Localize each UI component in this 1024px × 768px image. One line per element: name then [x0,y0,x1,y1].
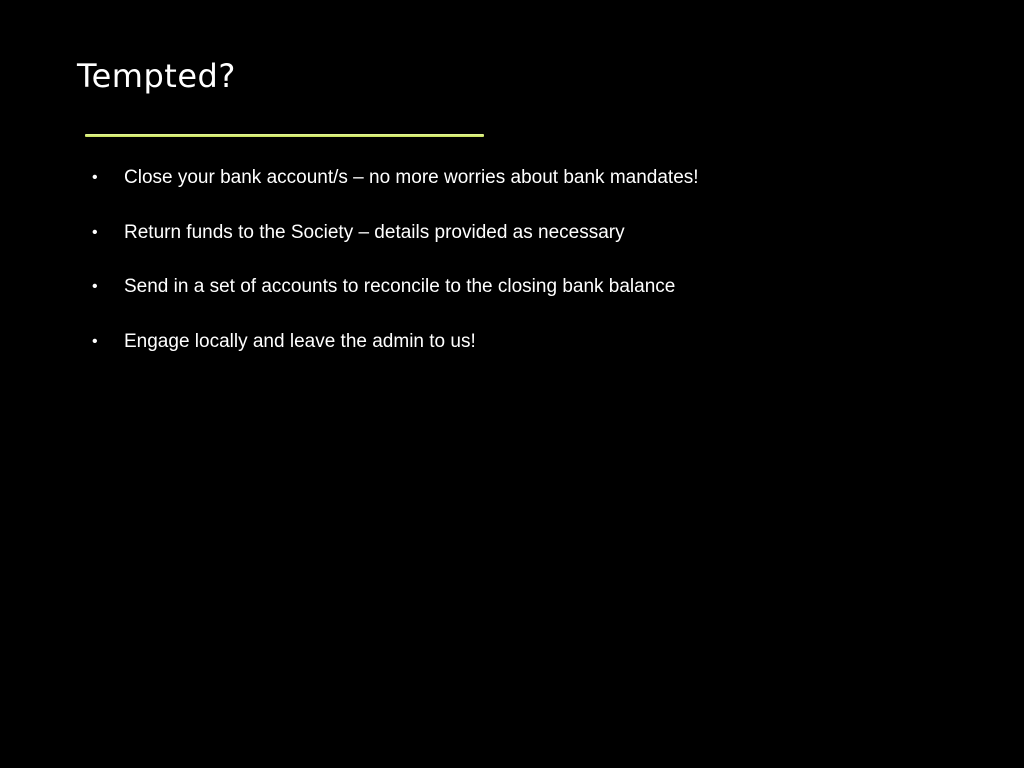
bullet-text: Send in a set of accounts to reconcile to the closing bank balance [124,276,676,298]
bullet-icon: • [92,278,98,296]
bullet-icon: • [92,333,98,351]
bullet-icon: • [92,169,98,186]
bullet-text: Close your bank account/s – no more worries about bank mandates! [124,167,699,188]
slide-title: Tempted? [77,57,236,95]
bullet-text: Engage locally and leave the admin to us! [124,331,476,353]
title-underline-divider [85,134,484,137]
bullet-text: Return funds to the Society – details provided as necessary [124,221,625,243]
bullet-icon: • [92,223,98,241]
